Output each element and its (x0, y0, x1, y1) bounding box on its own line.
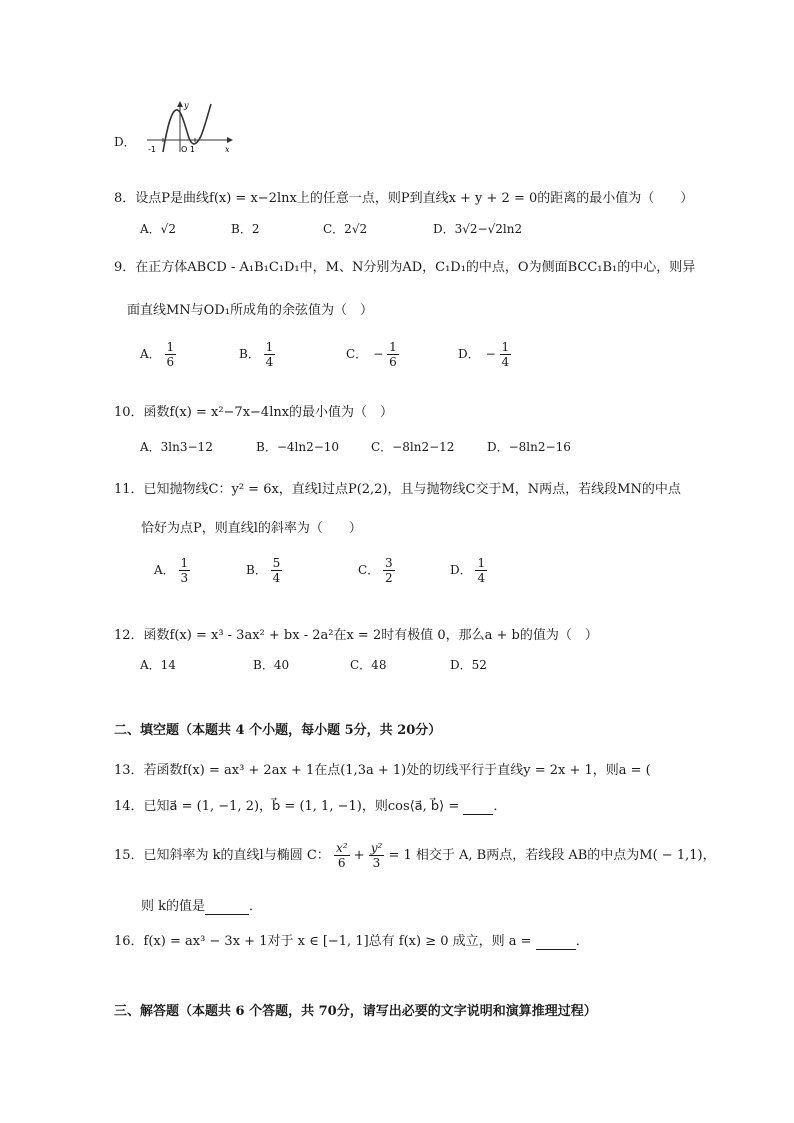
q12-option-c: C．48 (350, 658, 387, 672)
q12-option-a: A．14 (140, 658, 176, 672)
fraction: $\frac{1}{6}$ (389, 340, 397, 369)
q15-stem-line2: 则 k的值是 ． (141, 899, 263, 914)
q14-stem: 14．已知a⃗ = (1, −1, 2)，b⃗ = (1, 1, −1)，则cos⟨a⃗, b⃗⟩ = ． (114, 799, 507, 814)
answer-blank (536, 934, 576, 950)
q11-option-d: D． $\frac{1}{4}$ (450, 556, 486, 585)
q8-option-b: B．2 (231, 222, 260, 236)
q10-option-c: C．−8ln2−12 (371, 440, 455, 454)
section3-heading: 三、解答题（本题共 6 个答题，共 70分，请写出必要的文字说明和演算推理过程） (114, 1004, 597, 1019)
fraction: $\frac{1}{4}$ (501, 340, 510, 369)
section2-heading: 二、填空题（本题共 4 个小题，每小题 5分，共 20分） (114, 723, 442, 738)
q11-option-a: A． $\frac{1}{3}$ (154, 556, 189, 585)
q7-option-d-graph (145, 98, 237, 154)
q16-stem: 16．f(x) = ax³ − 3x + 1对于 x ∈ [−1, 1]总有 f(x) ≥ 0 成立，则 a = ． (114, 934, 589, 949)
q10-option-a: A．3ln3−12 (140, 440, 213, 454)
q10-stem: 10．函数f(x) = x²−7x−4lnx的最小值为（ ） (114, 405, 394, 420)
q13-stem: 13．若函数f(x) = ax³ + 2ax + 1在点(1,3a + 1)处的切线平行于直线y = 2x + 1，则a = ( (114, 763, 651, 778)
fraction: $\frac{\text{y²}}{3}$ (370, 841, 383, 870)
answer-blank (205, 899, 249, 915)
q11-option-c: C． $\frac{3}{2}$ (358, 556, 393, 585)
q15-stem-line1: 15．已知斜率为 k的直线l与椭圆 C： $\frac{\text{x²}}{6}$ + $\frac{\text{y²}}{3}$ = 1 相交于 A, B两点，若线段 AB的中点为M( − 1,1)， (114, 841, 716, 870)
q7-option-d-label: D． (114, 135, 136, 149)
q12-option-b: B．40 (253, 658, 290, 672)
fraction: $\frac{1}{6}$ (166, 340, 175, 369)
fraction: $\frac{3}{2}$ (385, 556, 393, 585)
q10-option-d: D．−8ln2−16 (487, 440, 571, 454)
fraction: $\frac{1}{4}$ (265, 340, 274, 369)
fraction: $\frac{1}{4}$ (477, 556, 486, 585)
q9-option-d: D． − $\frac{1}{4}$ (458, 340, 510, 369)
q9-option-c: C． − $\frac{1}{6}$ (346, 340, 397, 369)
fraction: $\frac{\text{x²}}{6}$ (335, 841, 348, 870)
q12-stem: 12．函数f(x) = x³ - 3ax² + bx - 2a²在x = 2时有极值 0，那么a + b的值为（ ） (114, 628, 598, 643)
q8-option-a: A．√2 (140, 222, 176, 236)
x-label: x (225, 145, 230, 154)
tick-o1: O 1 (181, 145, 195, 154)
q12-option-d: D．52 (450, 658, 487, 672)
q9-option-b: B． $\frac{1}{4}$ (239, 340, 274, 369)
q11-option-b: B． $\frac{5}{4}$ (246, 556, 281, 585)
q9-stem-line1: 9．在正方体ABCD - A₁B₁C₁D₁中，M、N分别为AD，C₁D₁的中点，O为侧面BCC₁B₁的中心，则异 (114, 260, 696, 275)
q8-option-c: C．2√2 (323, 222, 368, 236)
q8-stem: 8．设点P是曲线f(x) = x−2lnx上的任意一点，则P到直线x + y + 2 = 0的距离的最小值为（ ） (114, 191, 694, 206)
q9-stem-line2: 面直线MN与OD₁所成角的余弦值为（ ） (127, 303, 373, 318)
fraction: $\frac{5}{4}$ (272, 556, 281, 585)
q8-option-d: D．3√2−√2ln2 (433, 222, 523, 236)
q11-stem-line2: 恰好为点P，则直线l的斜率为（ ） (141, 521, 362, 536)
q9-option-a: A． $\frac{1}{6}$ (140, 340, 175, 369)
answer-blank (463, 799, 493, 815)
tick-neg1: -1 (148, 145, 156, 154)
y-label: y (184, 101, 189, 110)
q10-option-b: B．−4ln2−10 (256, 440, 340, 454)
q11-stem-line1: 11．已知抛物线C：y² = 6x，直线l过点P(2,2)，且与抛物线C交于M，N两点，若线段MN的中点 (114, 482, 681, 497)
fraction: $\frac{1}{3}$ (180, 556, 189, 585)
